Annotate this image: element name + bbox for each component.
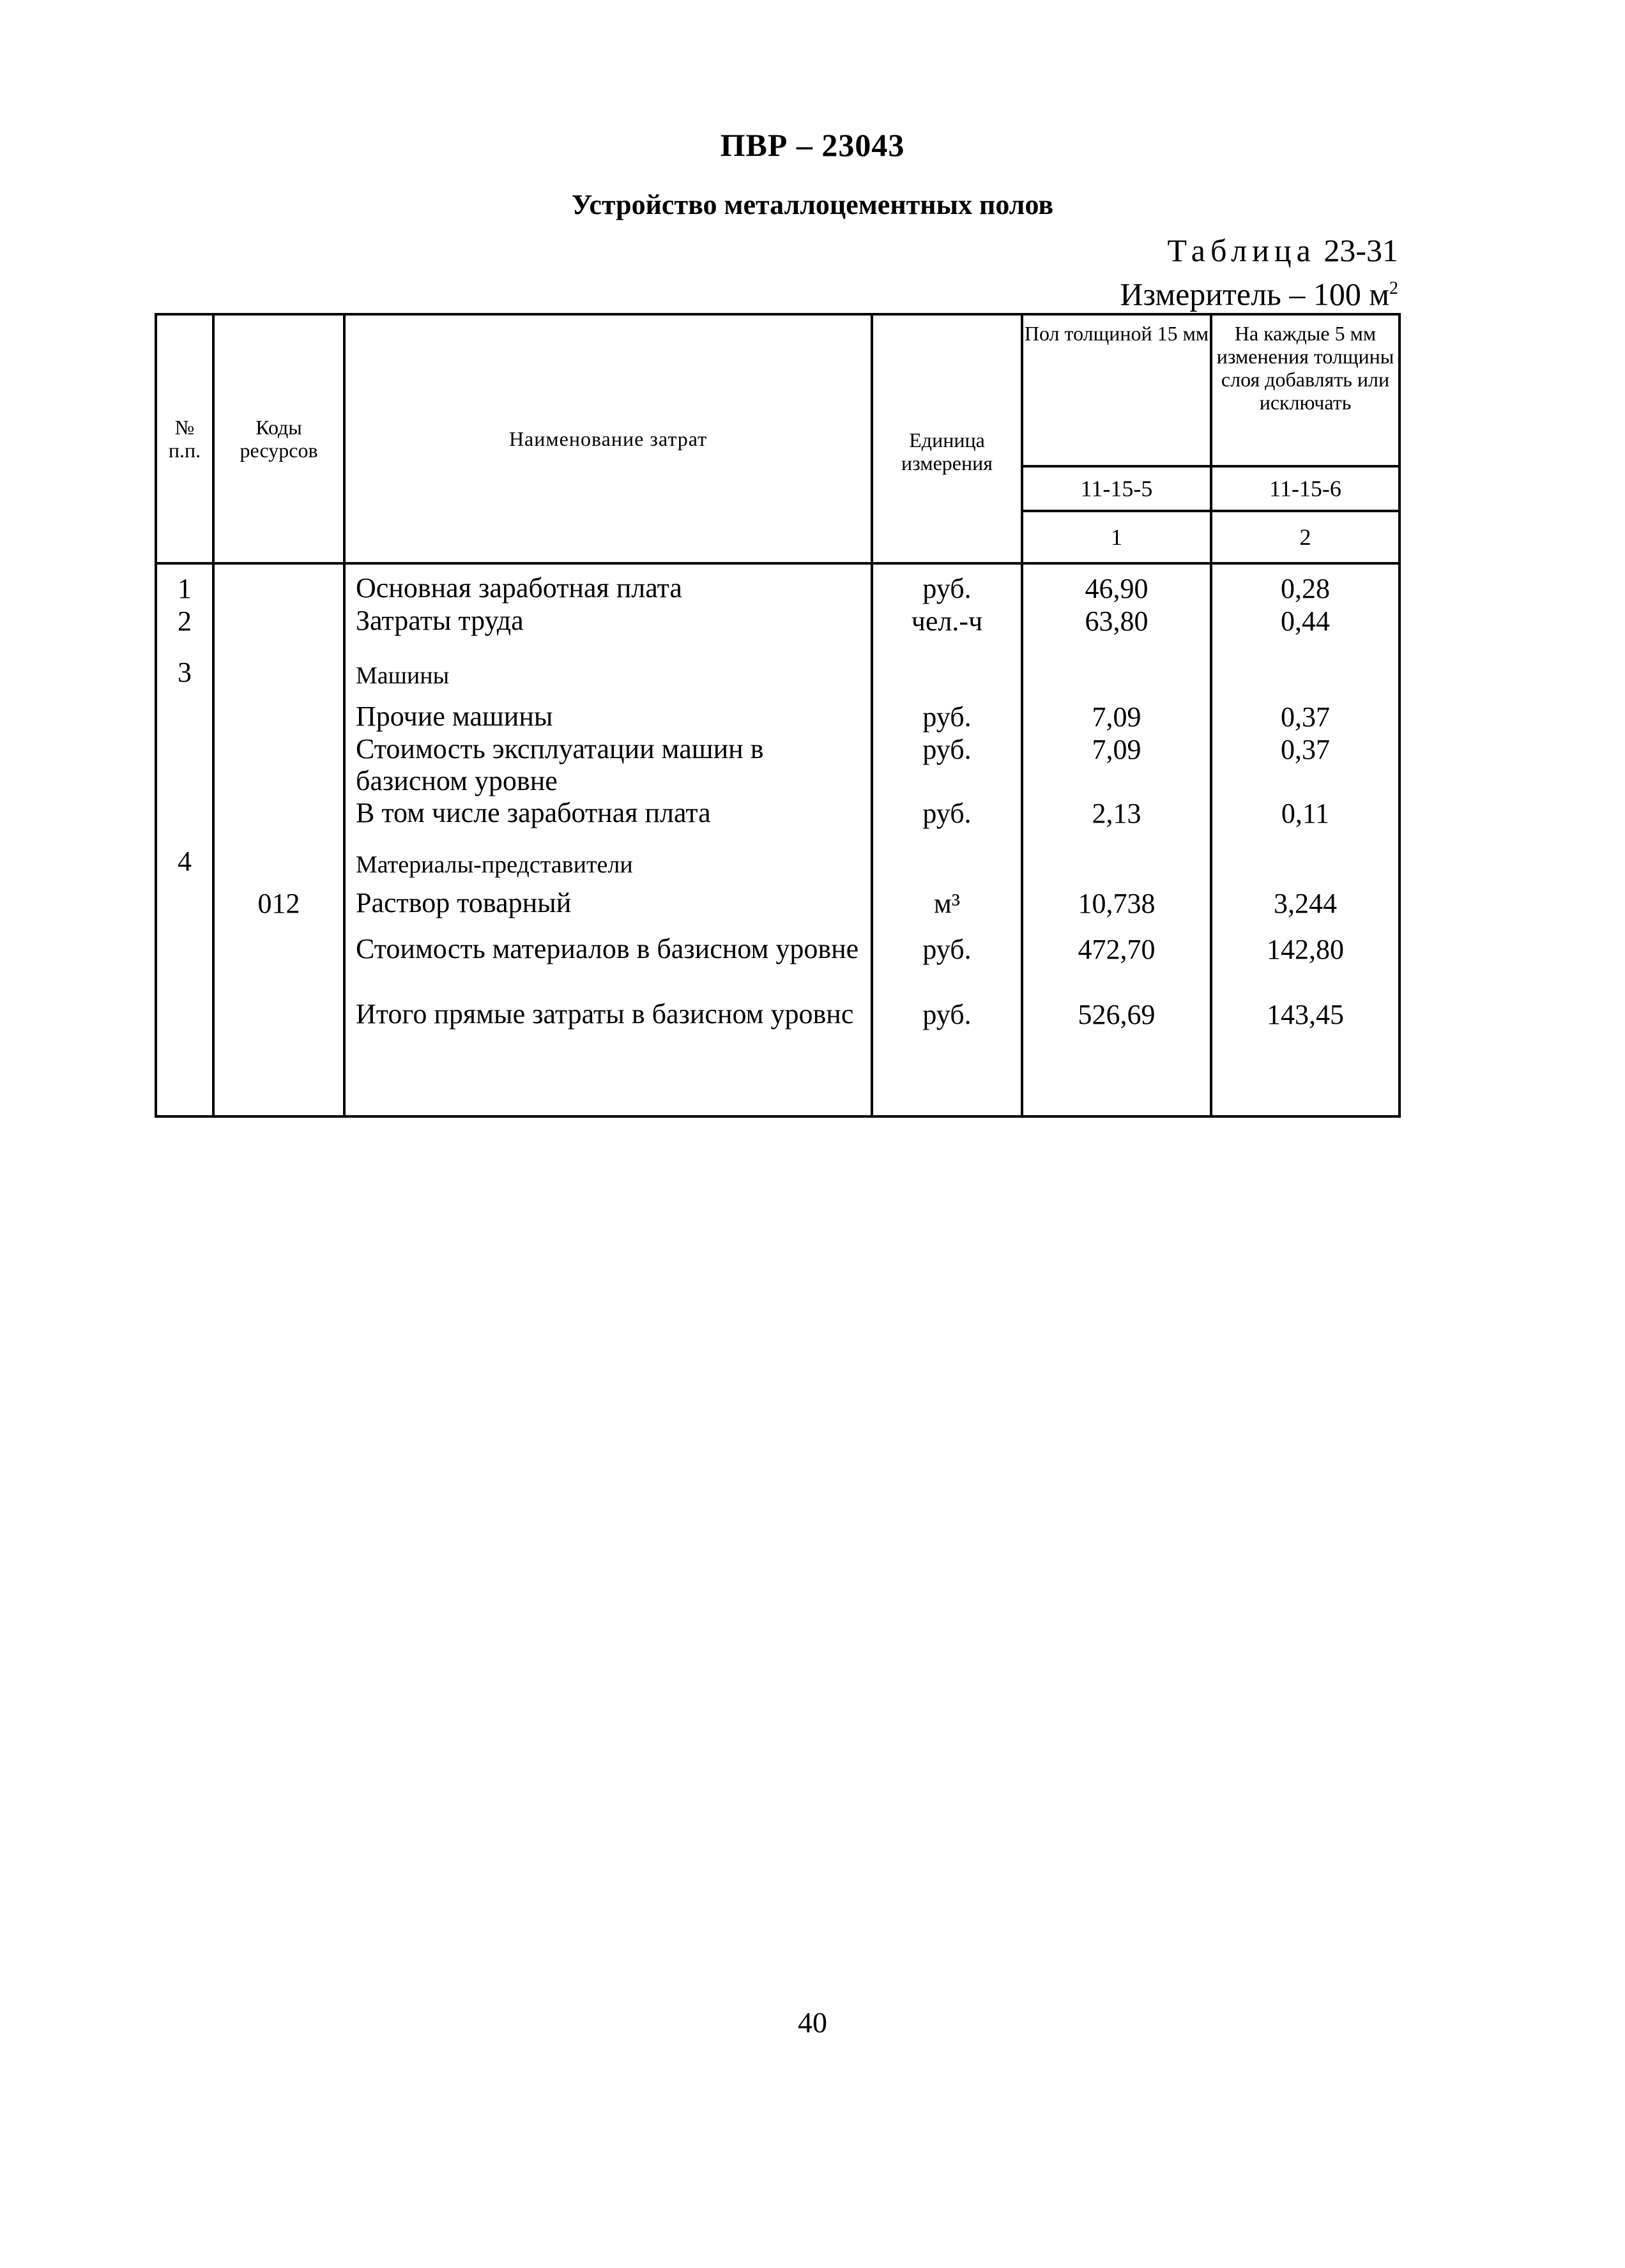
- header-col2-title: На каждые 5 мм изменения толщины слоя добавлять или исключать: [1211, 314, 1400, 466]
- measure-line: [1120, 270, 1398, 314]
- row-value-2: 0,28: [1211, 563, 1400, 605]
- header-num: № п.п.: [156, 314, 213, 563]
- row-code: [213, 563, 344, 605]
- measure-power: 2: [1389, 278, 1398, 298]
- row-value-2: [1211, 845, 1400, 887]
- row-value-2: 0,11: [1211, 797, 1400, 845]
- header-col2-code: 11-15-6: [1211, 466, 1400, 511]
- row-num: 1: [156, 563, 213, 605]
- row-name: Прочие машины: [344, 701, 872, 733]
- table-caption: [1120, 231, 1398, 314]
- row-value-1: 472,70: [1022, 933, 1211, 998]
- row-unit: [872, 845, 1022, 887]
- row-num: 4: [156, 845, 213, 887]
- page-number: 40: [798, 2006, 827, 2039]
- row-num: [156, 998, 213, 1116]
- row-num: [156, 887, 213, 933]
- row-unit: чел.-ч: [872, 605, 1022, 656]
- row-num: 3: [156, 656, 213, 701]
- row-value-2: 3,244: [1211, 887, 1400, 933]
- row-value-1: 526,69: [1022, 998, 1211, 1116]
- row-code: [213, 797, 344, 845]
- row-value-1: 7,09: [1022, 701, 1211, 733]
- row-num: [156, 933, 213, 998]
- row-code: [213, 733, 344, 797]
- row-num: [156, 701, 213, 733]
- row-value-2: 142,80: [1211, 933, 1400, 998]
- header-col1-title: Пол толщиной 15 мм: [1022, 314, 1211, 466]
- resource-table: [155, 313, 1401, 1118]
- measure-label: Измеритель – 100 м: [1120, 276, 1389, 312]
- row-value-1: 7,09: [1022, 733, 1211, 797]
- header-col1-index: 1: [1022, 511, 1211, 563]
- section-title: Машины: [344, 656, 872, 701]
- table-number-line: [1120, 231, 1398, 270]
- table-number: 23-31: [1324, 232, 1398, 268]
- row-name: В том числе заработная плата: [344, 797, 872, 845]
- row-code: [213, 701, 344, 733]
- row-unit: руб.: [872, 998, 1022, 1116]
- row-value-1: [1022, 845, 1211, 887]
- row-code: [213, 656, 344, 701]
- row-code: [213, 845, 344, 887]
- row-code: 012: [213, 887, 344, 933]
- row-value-2: 0,44: [1211, 605, 1400, 656]
- row-num: 2: [156, 605, 213, 656]
- row-name: Итого прямые затраты в базисном уровнс: [344, 998, 872, 1116]
- header-col1-code: 11-15-5: [1022, 466, 1211, 511]
- row-unit: м³: [872, 887, 1022, 933]
- row-name: Раствор товарный: [344, 887, 872, 933]
- row-unit: руб.: [872, 701, 1022, 733]
- row-value-2: 143,45: [1211, 998, 1400, 1116]
- row-name: Стоимость эксплуатации машин в базисном уровне: [344, 733, 872, 797]
- table-label: Таблица: [1167, 232, 1316, 268]
- row-num: [156, 733, 213, 797]
- row-value-2: 0,37: [1211, 733, 1400, 797]
- header-col2-index: 2: [1211, 511, 1400, 563]
- row-value-2: 0,37: [1211, 701, 1400, 733]
- row-value-1: 2,13: [1022, 797, 1211, 845]
- row-unit: руб.: [872, 933, 1022, 998]
- section-title: Материалы-представители: [344, 845, 872, 887]
- row-value-2: [1211, 656, 1400, 701]
- row-value-1: 46,90: [1022, 563, 1211, 605]
- row-unit: [872, 656, 1022, 701]
- row-name: Стоимость материалов в базисном уровне: [344, 933, 872, 998]
- document-title: ПВР – 23043: [720, 127, 905, 163]
- row-code: [213, 998, 344, 1116]
- row-value-1: [1022, 656, 1211, 701]
- header-unit: Единица измерения: [872, 314, 1022, 563]
- row-code: [213, 933, 344, 998]
- row-value-1: 10,738: [1022, 887, 1211, 933]
- row-unit: руб.: [872, 797, 1022, 845]
- row-code: [213, 605, 344, 656]
- row-unit: руб.: [872, 563, 1022, 605]
- row-unit: руб.: [872, 733, 1022, 797]
- row-name: Затраты труда: [344, 605, 872, 656]
- document-subtitle: Устройство металлоцементных полов: [571, 189, 1054, 220]
- row-name: Основная заработная плата: [344, 563, 872, 605]
- row-num: [156, 797, 213, 845]
- header-code: Коды ресурсов: [213, 314, 344, 563]
- header-name: Наименование затрат: [344, 314, 872, 563]
- row-value-1: 63,80: [1022, 605, 1211, 656]
